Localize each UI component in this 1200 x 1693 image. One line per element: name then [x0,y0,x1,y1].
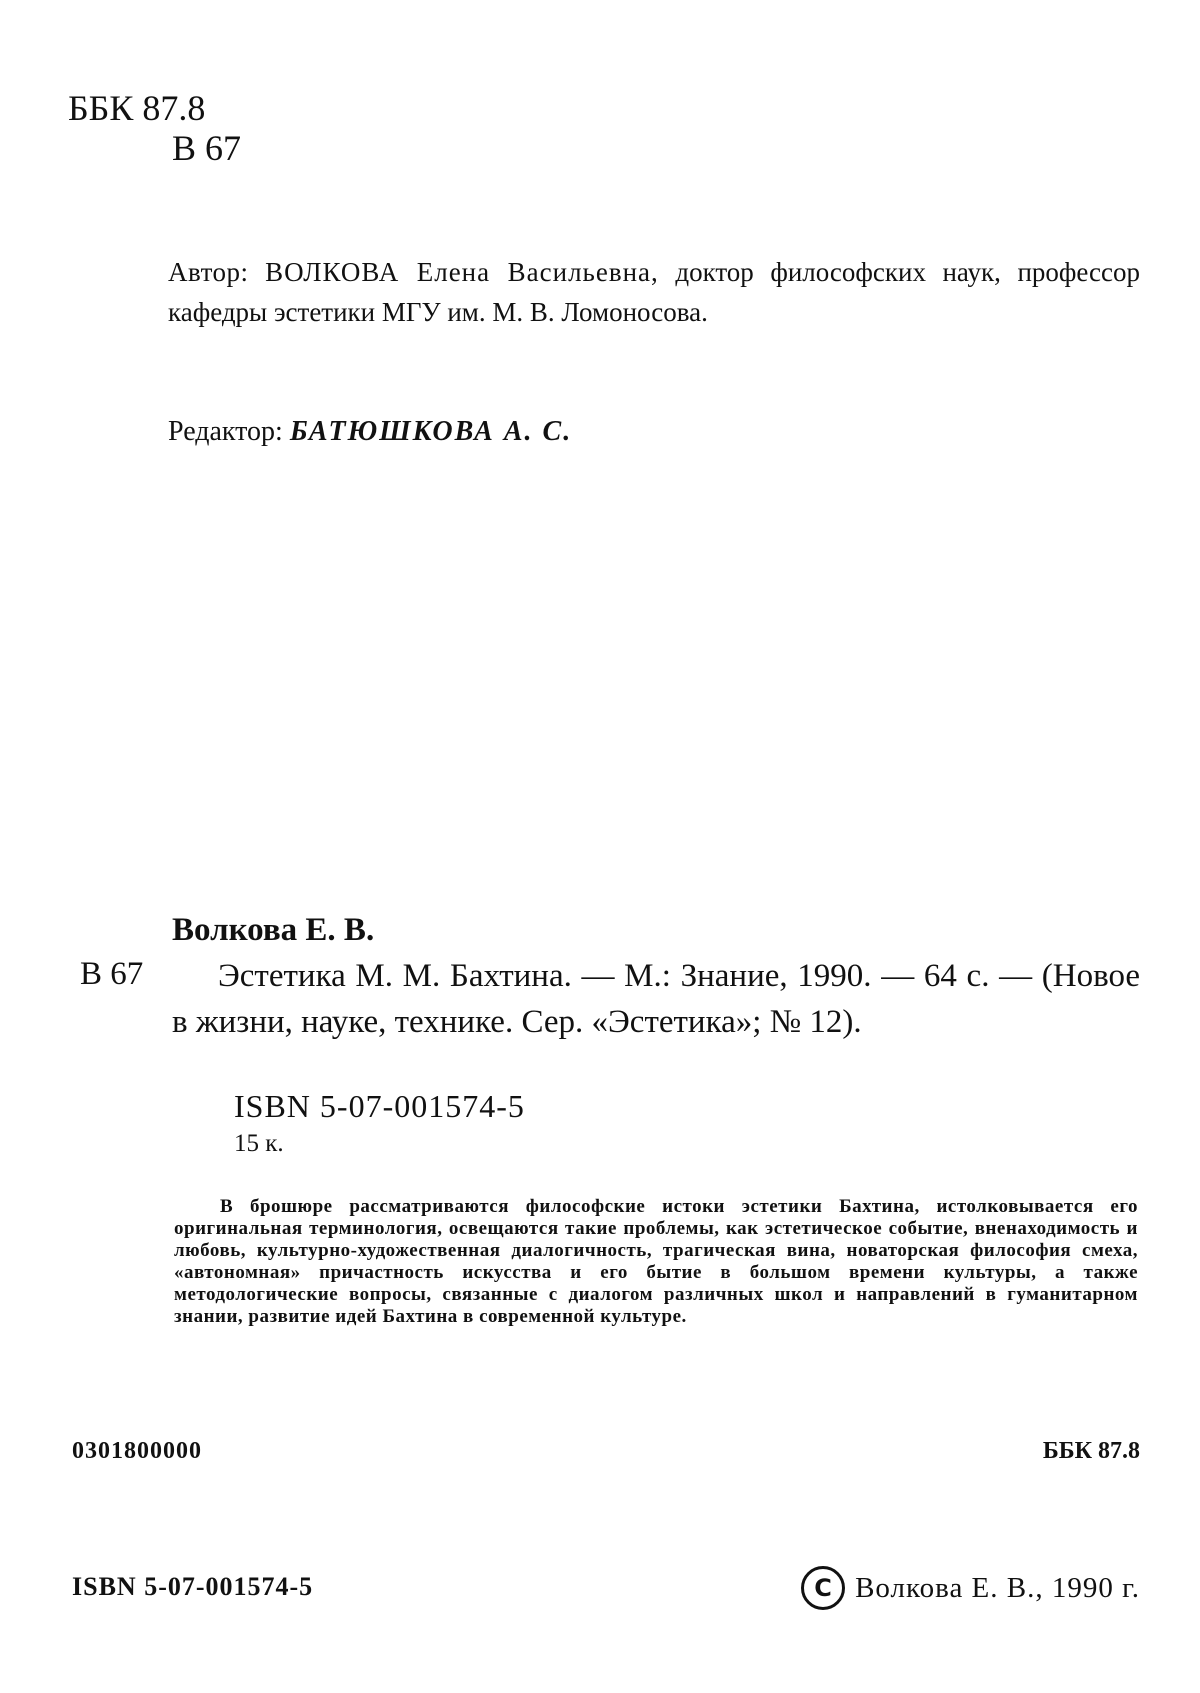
catalog-isbn: ISBN 5-07-001574-5 [234,1088,525,1124]
abstract-paragraph: В брошюре рассматриваются философские истоки эстетики Бахтина, истолковывается его оригинальная терминология, освещаются такие проблемы, как эстетическое событие, вненаходимость и любовь, культурно-художественная диалогичность, трагическая вина, новаторская философия смеха, «автономная» причастность искусства и его бытие в большом времени культуры, а также методологические вопросы, связанные с диалогом различных школ и направлений в гуманитарном знании, развитие идей Бахтина в современной культуре. [174,1196,1138,1327]
bbk-index: ББК 87.8 [68,88,206,128]
author-name: ВОЛКОВА Елена Васильевна, [265,257,659,287]
editor-label: Редактор: [168,416,283,447]
author-credentials: доктор философских наук, профессор кафедры эстетики МГУ им. М. В. Ломоносова. [168,257,1141,327]
copyright-text: Волкова Е. В., 1990 г. [855,1571,1140,1604]
author-label: Автор: [168,257,249,287]
catalog-description [172,953,1140,1045]
editor-line [168,416,572,448]
catalog-code: В 67 [80,956,144,992]
catalog-price: 15 к. [234,1130,284,1157]
footer-isbn: ISBN 5-07-001574-5 [72,1572,314,1601]
bbk-header [68,88,241,168]
catalog-description-text: Эстетика М. М. Бахтина. — М.: Знание, 1990. — 64 с. — (Новое в жизни, науке, технике. Сер. «Эстетика»; № 12). [172,958,1140,1040]
author-info [168,252,1140,332]
editor-name: БАТЮШКОВА А. С. [289,416,573,447]
footer-bbk: ББК 87.8 [1042,1438,1140,1464]
catalog-author: Волкова Е. В. [172,912,375,948]
copyright-icon: C [801,1566,845,1610]
publisher-code: 0301800000 [72,1438,202,1464]
copyright-notice [801,1566,1140,1610]
author-sign: В 67 [172,128,242,168]
